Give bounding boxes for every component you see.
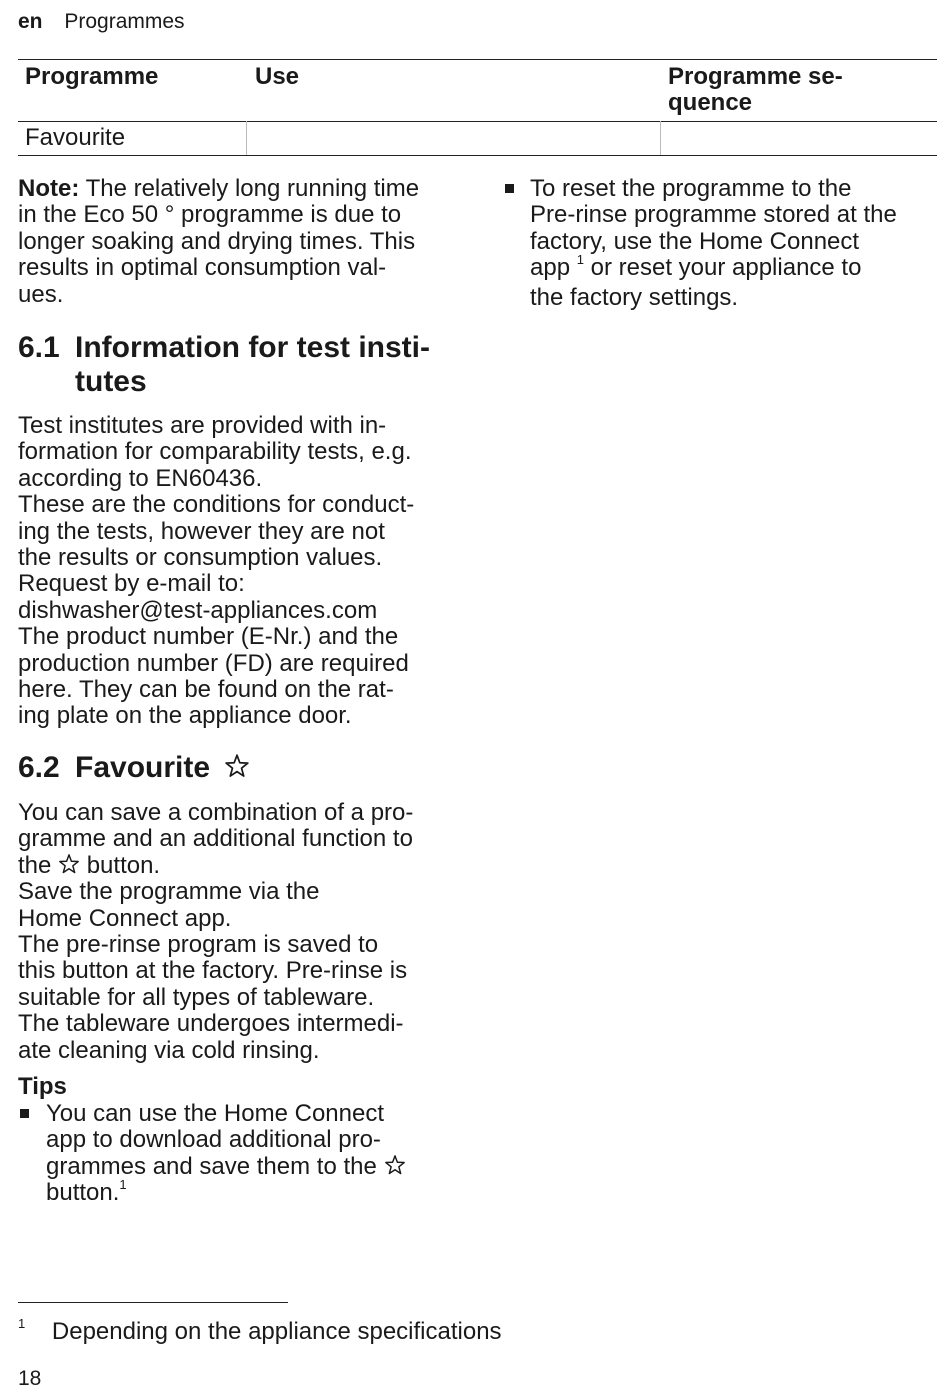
table-col-divider-2 bbox=[660, 121, 661, 155]
header-lang: en bbox=[18, 10, 43, 33]
bullet-icon bbox=[505, 184, 514, 193]
email-address[interactable]: dishwasher@test-appliances.com bbox=[18, 596, 378, 624]
footnote bbox=[18, 1316, 502, 1348]
section-6-1-body: Test institutes are provided with in- formation for comparability tests, e.g. according to EN60436. These are the conditions for conduct- ing the tests, however they are not the results or consumption values. Request by e-mail to: dishwasher@test-appliances.com The product number (E-Nr.) and the production number (FD) are required here. They can be found on the rat- ing plate on the appliance door. bbox=[18, 412, 415, 730]
table-header-rule bbox=[18, 121, 937, 122]
table-header-use: Use bbox=[255, 63, 300, 90]
tips-heading: Tips bbox=[18, 1073, 67, 1100]
footnote-text: Depending on the appliance specifications bbox=[51, 1318, 502, 1345]
bullet-icon bbox=[20, 1109, 29, 1118]
star-outline-icon bbox=[224, 753, 250, 779]
table-header-programme: Programme bbox=[25, 63, 159, 90]
footnote-ref: 1 bbox=[576, 252, 584, 268]
footnote-rule bbox=[18, 1302, 288, 1303]
section-6-1-number: 6.1 bbox=[18, 331, 60, 364]
table-header-sequence: Programme se- quence bbox=[668, 63, 843, 117]
reset-bullet-text: To reset the programme to the Pre-rinse programme stored at the factory, use the Home Connect app $^1$ or reset your appliance to the factory settings. bbox=[530, 175, 897, 311]
header-section: Programmes bbox=[64, 10, 185, 33]
section-6-2-heading bbox=[18, 751, 211, 785]
tip-bullet-text: You can use the Home Connect app to download additional pro- grammes and save them to the button.$^1$ bbox=[46, 1101, 406, 1210]
footnote-number: 1 bbox=[18, 1316, 26, 1331]
table-top-rule bbox=[18, 59, 937, 60]
star-outline-icon bbox=[58, 853, 80, 875]
page-number: 18 bbox=[18, 1367, 42, 1390]
table-cell-programme: Favourite bbox=[25, 124, 126, 151]
section-6-2-body: You can save a combination of a pro- gramme and an additional function to the button. Save the programme via the Home Connect app. The pre-rinse program is saved to this button at the factory. Pre-rinse is suitable for all types of tableware. The tableware undergoes intermedi- ate cleaning via cold rinsing. bbox=[18, 799, 414, 1064]
footnote-ref: 1 bbox=[119, 1177, 127, 1193]
section-6-2-number: 6.2 bbox=[18, 751, 60, 784]
section-6-1-heading bbox=[18, 331, 430, 398]
table-bottom-rule bbox=[18, 155, 937, 156]
section-6-2-title: Favourite bbox=[75, 751, 211, 784]
table-col-divider-1 bbox=[246, 121, 247, 155]
note-label: Note: bbox=[18, 175, 80, 202]
section-6-1-title: Information for test insti- tutes bbox=[75, 331, 430, 398]
note-paragraph: Note: The relatively long running time in the Eco 50 ° programme is due to longer soaking and drying times. This results in optimal consumption val- ues. bbox=[18, 175, 420, 308]
star-outline-icon bbox=[384, 1154, 406, 1176]
